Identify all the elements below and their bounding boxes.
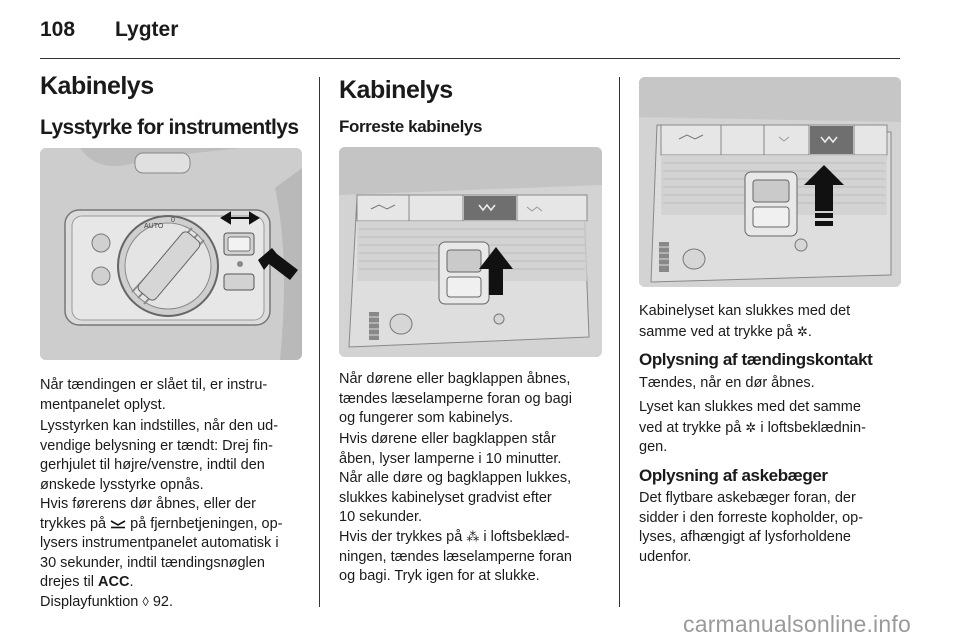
text-line (40, 573, 283, 593)
switch-label-auto: AUTO (144, 223, 164, 230)
col3-paragraph-2: Tændes, når en dør åbnes. (639, 375, 815, 391)
col2-paragraph-3 (339, 527, 572, 587)
text-line: lyses, afhængigt af lysforholdene (639, 529, 851, 545)
text-fragment: trykkes på (40, 515, 111, 532)
heading-ashtray-light: Oplysning af askebæger (639, 466, 828, 485)
text-line: Når alle døre og bagklappen lukkes, (339, 470, 572, 486)
text-line (339, 527, 572, 548)
text-line: Lysstyrken kan indstilles, når den ud- (40, 418, 279, 434)
light-switch-illustration (40, 148, 302, 360)
front-cabin-light-illustration (339, 147, 602, 357)
text-fragment: i loftsbeklæd- (479, 529, 570, 545)
text-line: 10 sekunder. (339, 509, 423, 525)
text-line: slukkes kabinelyset gradvist efter (339, 489, 552, 506)
switch-label-zero: 0 (171, 217, 175, 224)
text-fragment: på fjernbetjeningen, op- (126, 515, 283, 532)
text-fragment: . (129, 574, 134, 590)
cabin-light-icon: ✲ (745, 419, 757, 435)
text-line: Når tændingen er slået til, er instru- (40, 377, 268, 393)
remote-unlock-icon (110, 519, 126, 529)
text-line (40, 515, 283, 535)
text-line (639, 418, 866, 439)
text-line: åben, lyser lamperne i 10 minutter. (339, 450, 562, 467)
col3-paragraph-3 (639, 398, 866, 458)
text-line: sidder i den forreste kopholder, op- (639, 509, 864, 526)
text-line: Kabinelyset kan slukkes med det (639, 303, 851, 319)
reading-lamp-icon: ⁂ (466, 529, 480, 544)
text-fragment: i loftsbeklædnin- (756, 419, 866, 436)
text-line: Hvis førerens dør åbnes, eller der (40, 496, 256, 512)
page-number: 108 (40, 18, 76, 41)
watermark: carmanualsonline.info (683, 611, 911, 637)
text-line: tændes læselamperne foran og bagi (339, 390, 572, 407)
col1-paragraph-2 (40, 417, 278, 495)
subsection-title-instrument-light: Lysstyrke for instrumentlys (40, 116, 299, 139)
col3-paragraph-4 (639, 489, 863, 567)
text-fragment: . (807, 323, 812, 340)
text-line: gen. (639, 439, 668, 455)
text-line: Det flytbare askebæger foran, der (639, 490, 856, 506)
text-line: Når dørene eller bagklappen åbnes, (339, 371, 571, 387)
column-divider-2 (619, 77, 620, 607)
cross-reference-page[interactable]: 92. (148, 594, 173, 610)
subsection-title-front-cabin-light: Forreste kabinelys (339, 117, 483, 136)
col3-paragraph-1 (639, 302, 850, 342)
column-divider-1 (319, 77, 320, 607)
text-line: vendige belysning er tændt: Drej fin- (40, 437, 273, 454)
col2-paragraph-1 (339, 370, 572, 429)
section-title-kabinelys-2: Kabinelys (339, 76, 453, 104)
col1-paragraph-1 (40, 376, 267, 415)
text-fragment: drejes til (40, 574, 99, 590)
text-line: lysers instrumentpanelet automatisk i (40, 535, 279, 551)
text-line: udenfor. (639, 548, 692, 565)
text-line: og bagi. Tryk igen for at slukke. (339, 568, 540, 584)
cabin-light-switch-illustration (639, 77, 901, 287)
text-line: gerhjulet til højre/venstre, indtil den (40, 457, 265, 473)
col1-paragraph-4 (40, 592, 173, 613)
cross-reference-icon: ◊ (142, 594, 149, 609)
text-line: ønskede lysstyrke opnås. (40, 476, 204, 493)
text-fragment: ved at trykke på (639, 419, 746, 436)
acc-label: ACC (98, 574, 130, 590)
heading-ignition-light: Oplysning af tændingskontakt (639, 350, 873, 369)
text-line: mentpanelet oplyst. (40, 396, 166, 413)
text-line: 30 sekunder, indtil tændingsnøglen (40, 554, 265, 571)
text-fragment: Displayfunktion (40, 594, 143, 610)
text-line: Hvis dørene eller bagklappen står (339, 431, 556, 447)
cabin-light-icon: ✲ (796, 323, 808, 339)
col2-paragraph-2 (339, 430, 571, 528)
text-line: ningen, tændes læselamperne foran (339, 548, 572, 565)
text-line: og fungerer som kabinelys. (339, 410, 514, 426)
col1-paragraph-3 (40, 495, 283, 593)
header-rule (40, 58, 900, 59)
text-fragment: Hvis der trykkes på (339, 529, 467, 545)
section-title-kabinelys: Kabinelys (40, 72, 154, 100)
chapter-title: Lygter (115, 18, 179, 41)
text-fragment: samme ved at trykke på (639, 323, 797, 340)
text-line (639, 322, 850, 343)
text-line: Lyset kan slukkes med det samme (639, 399, 861, 415)
